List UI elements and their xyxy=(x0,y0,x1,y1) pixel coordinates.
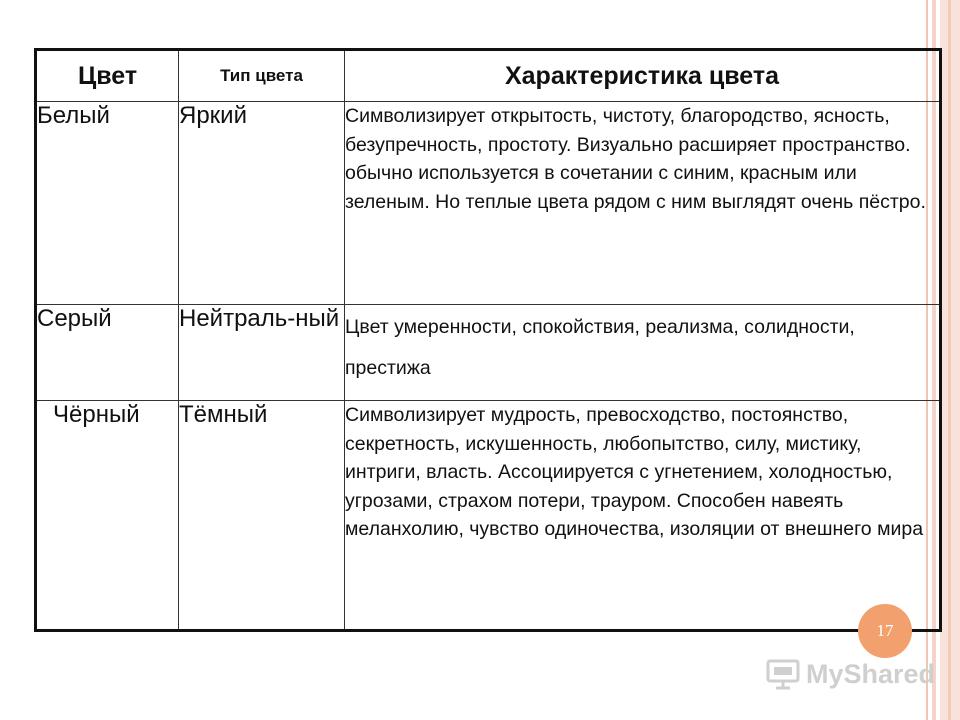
cell-color-description: Символизирует открытость, чистоту, благородство, ясность, безупречность, простоту. Визуально расширяет пространство. обычно используется в сочетании с синим, красным или зеленым. Но теплые цвета рядом с ним выглядят очень пёстро. xyxy=(345,102,941,305)
page-number-badge: 17 xyxy=(858,604,912,658)
watermark-text: MyShared xyxy=(806,658,936,689)
cell-color-type: Тёмный xyxy=(179,401,345,631)
table-row xyxy=(36,102,941,305)
table-row xyxy=(36,401,941,631)
header-color: Цвет xyxy=(36,50,179,102)
color-characteristics-table xyxy=(34,48,942,632)
presentation-board-icon xyxy=(766,658,800,690)
cell-color-name: Серый xyxy=(36,305,179,401)
cell-color-description: Цвет умеренности, спокойствия, реализма, солидности, престижа xyxy=(345,305,941,401)
cell-color-name: Белый xyxy=(36,102,179,305)
table-row xyxy=(36,305,941,401)
cell-color-description: Символизирует мудрость, превосходство, постоянство, секретность, искушенность, любопытство, силу, мистику, интриги, власть. Ассоциируется с угнетением, холодностью, угрозами, страхом потери, трауром. Способен навеять меланхолию, чувство одиночества, изоляции от внешнего мира xyxy=(345,401,941,631)
header-color-type: Тип цвета xyxy=(179,50,345,102)
header-color-characteristic: Характеристика цвета xyxy=(345,50,941,102)
watermark xyxy=(766,656,935,692)
table-header-row xyxy=(36,50,941,102)
cell-color-type: Яркий xyxy=(179,102,345,305)
cell-color-name: Чёрный xyxy=(36,401,179,631)
cell-color-type: Нейтраль-ный xyxy=(179,305,345,401)
